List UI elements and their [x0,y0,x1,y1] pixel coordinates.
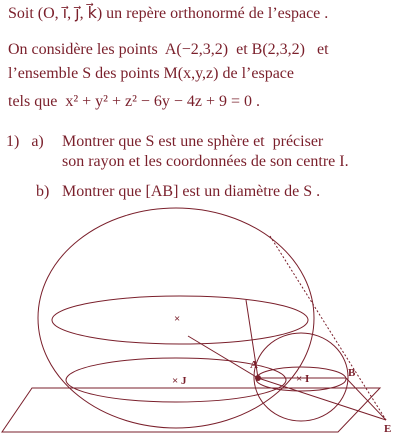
equation-line: tels que x² + y² + z² − 6y − 4z + 9 = 0 . [8,93,261,110]
tangent-line-top [270,236,386,420]
label-j: × J [172,375,187,387]
statement-line-1: Soit (O, i⃗, j⃗, k⃗) un repère orthonormé de l’espace . [8,5,329,22]
question-1b-text: Montrer que [AB] est un diamètre de S . [62,183,321,200]
label-e: E [384,423,392,435]
question-1a-text-2: son rayon et les coordonnées de son centre I. [62,153,349,170]
plane-parallelogram [2,388,380,432]
statement-line-3: l’ensemble S des points M(x,y,z) de l’espace [8,65,294,82]
question-1b-prefix: b) [36,183,50,200]
line-a-to-e [258,378,386,420]
statement-line-2: On considère les points A(−2,3,2) et B(2,3,2) et [8,41,329,58]
center-mark: × [174,313,181,325]
label-b: B [348,367,356,379]
question-1a-text: Montrer que S est une sphère et préciser [62,133,324,150]
question-1a-prefix: 1) a) [6,133,44,150]
label-i: × I [296,373,310,385]
point-a-marker [255,375,261,381]
label-a: A [250,359,258,371]
